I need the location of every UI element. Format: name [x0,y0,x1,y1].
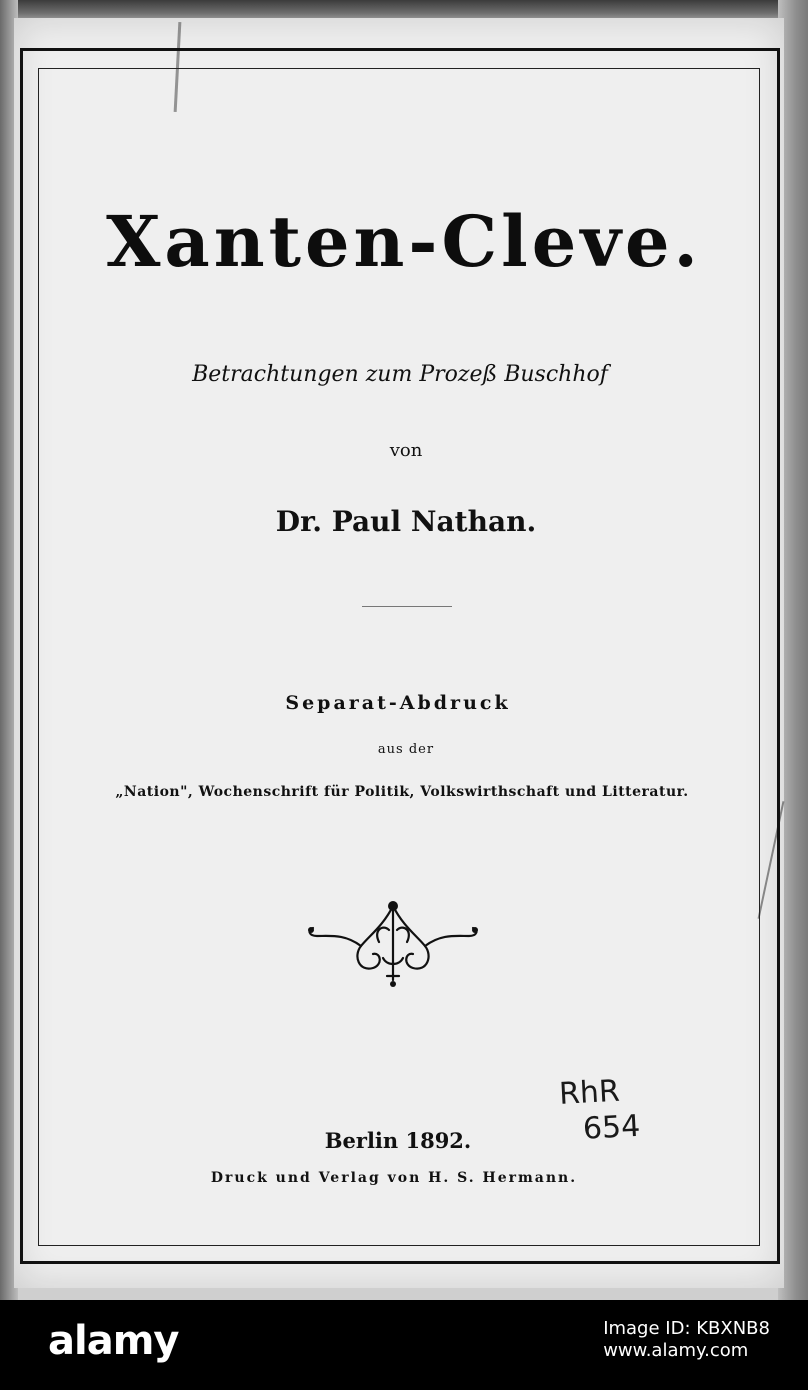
image-id-text: Image ID: KBXNB8 [603,1318,770,1339]
alamy-logo: alamy [48,1318,179,1364]
handwritten-line-2: 654 [582,1108,642,1147]
separat-abdruck: Separat-Abdruck [285,692,511,714]
aus-der: aus der [377,742,435,757]
author-name: Dr. Paul Nathan. [275,505,537,538]
ornament-icon [303,896,483,988]
divider-rule [362,606,452,607]
source-publication: „Nation", Wochenschrift für Politik, Volkswirthschaft und Litteratur. [115,784,689,800]
place-year: Berlin 1892. [324,1128,472,1153]
byline-von: von [389,440,423,461]
watermark-footer [0,1300,808,1390]
document-subtitle: Betrachtungen zum Prozeß Buschhof [192,362,608,387]
handwritten-line-1: RhR [558,1073,621,1112]
site-url: www.alamy.com [603,1340,749,1361]
printer-line: Druck und Verlag von H. S. Hermann. [210,1170,578,1186]
image-id-block [603,1318,770,1362]
document-title: Xanten-Cleve. [106,200,702,283]
